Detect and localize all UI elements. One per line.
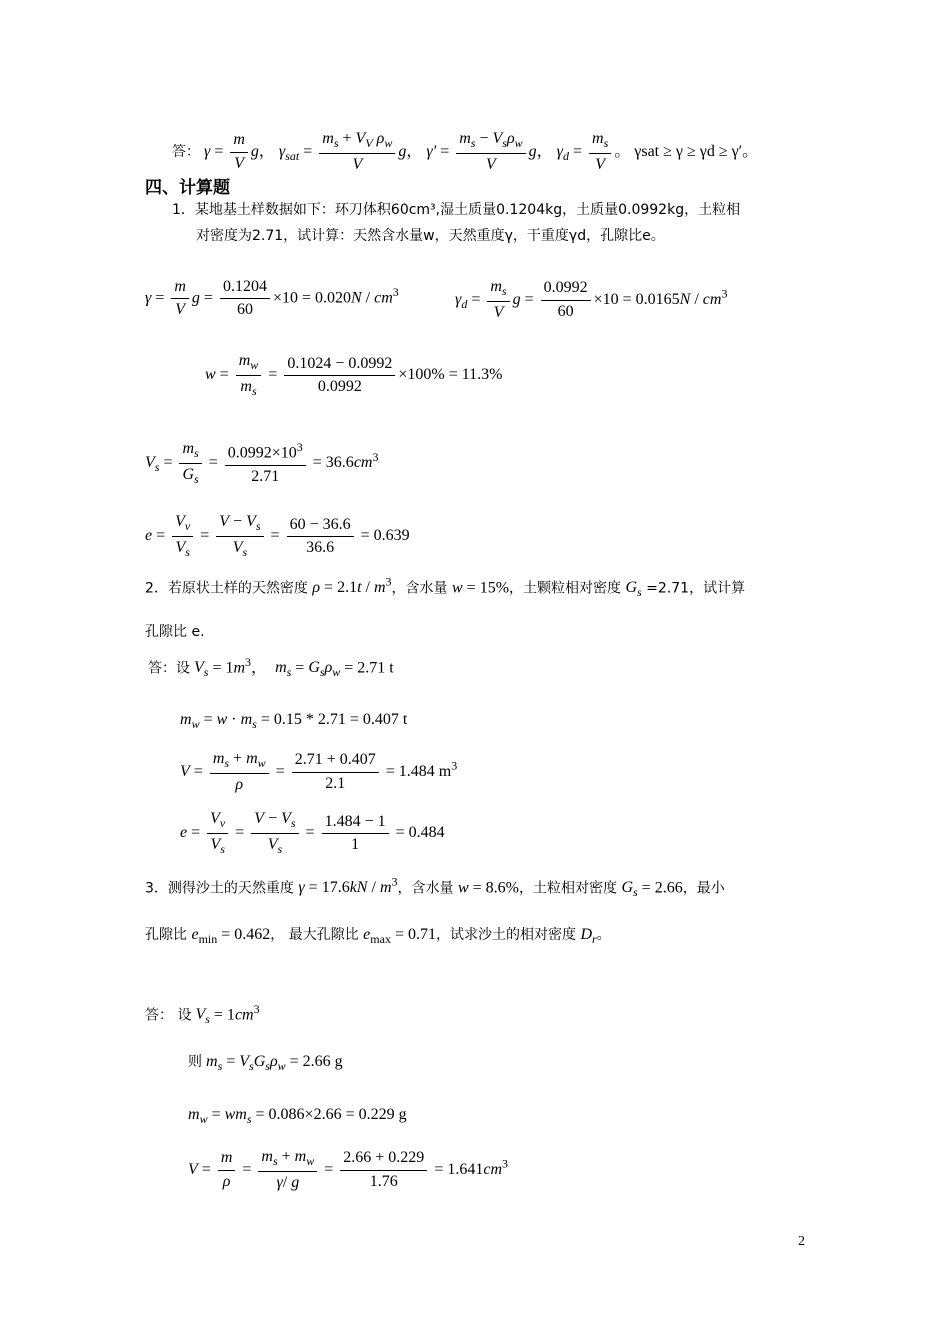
q3-eq1: 答： 设 $V_s = 1cm^3$ — [145, 1002, 260, 1027]
page-number: 2 — [798, 1234, 805, 1249]
section-title: 四、计算题 — [145, 178, 230, 198]
answer-label: 答： — [172, 143, 200, 160]
q3-text-line1: 3．测得沙土的天然重度 $\gamma = 17.6kN / m^3$，含水量 w = 8.6%，土粒相对密度 $G_s = 2.66$，最小 — [145, 875, 725, 900]
q2-answer-label: 答：设 — [148, 660, 190, 677]
q3-eq2: 则 $m_s = V_sG_s\rho_w = 2.66$ g — [188, 1053, 343, 1074]
q2-text-line2: 孔隙比 e. — [145, 624, 205, 640]
q1-eq-gamma-d: $\gamma_d$ = $\frac{m_s}{V}$ g = $\frac{0.0992}{60}$ $\times 10 = 0.0165N / cm^3$ — [455, 278, 728, 321]
q1-text-line1: 1．某地基土样数据如下：环刀体积60cm³,湿土质量0.1204kg，土质量0.0992kg，土粒相 — [172, 202, 741, 218]
answer-densities-line: 答： γ = $\frac{m}{V}$ g， $\gamma_{sat}$ = $\frac{m_s + V_V \rho_w}{V}$ g， γ′ = $\frac{m_s - V_s\rho_w}{V}$ g， $\gamma_d$ = $\frac{m_s}{V}$ 。 γsat ≥ γ ≥ γd ≥ γ′。 — [172, 130, 759, 173]
q1-text-line2: 对密度为2.71，试计算：天然含水量w，天然重度γ，干重度γd，孔隙比e。 — [196, 228, 665, 244]
q2-eq2: $m_w = w \cdot m_s = 0.15 * 2.71 = 0.407$ t — [180, 711, 408, 732]
q1-eq-gamma: γ = $\frac{m}{V}$ g = $\frac{0.1204}{60}$ $\times 10 = 0.020N / cm^3$ — [145, 278, 399, 319]
q3-eq3: $m_w = wm_s = 0.086\times 2.66 = 0.229$ g — [188, 1106, 407, 1127]
q1-eq-water-content: w = $\frac{m_w}{m_s}$ = $\frac{0.1024 - 0.0992}{0.0992}$ ×100% = 11.3% — [205, 352, 503, 399]
q2-eq1: 答：设 $V_s = 1m^3$， $m_s = G_s\rho_w = 2.71$ t — [148, 655, 394, 680]
q1-eq-vs: $V_s$ = $\frac{m_s}{G_s}$ = $\frac{0.0992\times 10^3}{2.71}$ = $36.6cm^3$ — [145, 439, 379, 487]
density-order: γsat ≥ γ ≥ γd ≥ γ′。 — [634, 142, 759, 160]
q3-eq4: V = $\frac{m}{\rho}$ = $\frac{m_s + m_w}{\gamma/ g}$ = $\frac{2.66 + 0.229}{1.76}$ = $1.641cm^3$ — [188, 1148, 508, 1191]
q2-eq3: V = $\frac{m_s + m_w}{\rho}$ = $\frac{2.71 + 0.407}{2.1}$ = 1.484 $m^3$ — [180, 750, 458, 793]
q2-eq4: e = $\frac{V_v}{V_s}$ = $\frac{V - V_s}{V_s}$ = $\frac{1.484 - 1}{1}$ = 0.484 — [180, 810, 445, 857]
q3-answer-label: 答： 设 — [145, 1007, 192, 1024]
q3-text-line2: 孔隙比 $e_{min} = 0.462$， 最大孔隙比 $e_{max} = 0.71$，试求沙土的相对密度 $D_r$。 — [145, 926, 611, 947]
q2-text-line1: 2．若原状土样的天然密度 $\rho = 2.1t / m^3$，含水量 w = 15%，土颗粒相对密度 $G_s =2.71$，试计算 — [145, 575, 746, 600]
q3-then-label: 则 — [188, 1054, 202, 1070]
q1-eq-void-ratio: e = $\frac{V_v}{V_s}$ = $\frac{V - V_s}{V_s}$ = $\frac{60 - 36.6}{36.6}$ = 0.639 — [145, 513, 410, 560]
